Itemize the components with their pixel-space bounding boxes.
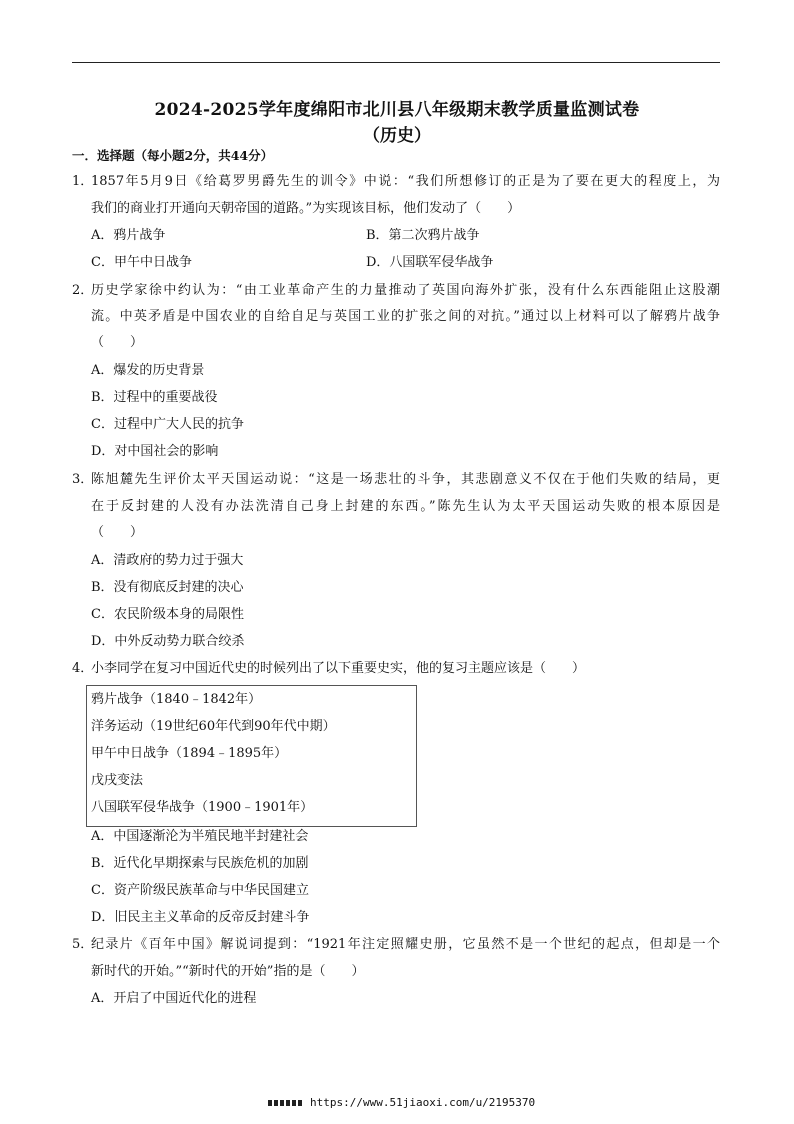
option-a: A．鸦片战争 [91,228,166,243]
header-rule [72,62,720,63]
fact-item: 戊戌变法 [91,773,144,788]
question-text-line: 历史学家徐中约认为：“由工业革命产生的力量推动了英国向海外扩张，没有什么东西能阻止这股潮 [91,283,720,298]
question-text-line: 陈旭麓先生评价太平天国运动说：“这是一场悲壮的斗争，其悲剧意义不仅在于他们失败的结局，更 [91,472,720,487]
question-text-line: 新时代的开始。”“新时代的开始”指的是（ ） [91,964,365,979]
footer [268,1096,535,1109]
option-a: A．爆发的历史背景 [91,363,205,378]
option-b: B．没有彻底反封建的决心 [91,580,244,595]
question-text-line: 在于反封建的人没有办法洗清自己身上封建的东西。”陈先生认为太平天国运动失败的根本原因是 [91,499,720,514]
question-text-line: 小李同学在复习中国近代史的时候列出了以下重要史实，他的复习主题应该是（ ） [91,661,586,676]
question-number: 1． [72,174,94,189]
exam-title: 2024-2025学年度绵阳市北川县八年级期末教学质量监测试卷 [154,100,640,120]
section-heading: 一．选择题（每小题2分，共44分） [72,148,274,163]
question-text-line: 纪录片《百年中国》解说词提到：“1921年注定照耀史册，它虽然不是一个世纪的起点，但却是一个 [91,937,720,952]
question-number: 3． [72,472,94,487]
footer-url[interactable]: https://www.51jiaoxi.com/u/2195370 [310,1096,536,1109]
question-text-line: （ ） [91,525,144,540]
option-d: D．八国联军侵华战争 [366,255,494,270]
option-b: B．近代化早期探索与民族危机的加剧 [91,856,309,871]
question-text-line: 流。中英矛盾是中国农业的自给自足与英国工业的扩张之间的对抗。”通过以上材料可以了解鸦片战争 [91,309,720,324]
fact-item: 甲午中日战争（1894﹣1895年） [91,746,288,761]
question-text-line: （ ） [91,335,144,350]
option-c: C．甲午中日战争 [91,255,192,270]
fact-item: 八国联军侵华战争（1900﹣1901年） [91,800,314,815]
question-text-line: 我们的商业打开通向天朝帝国的道路。”为实现该目标，他们发动了（ ） [91,201,521,216]
question-number: 4． [72,661,94,676]
exam-subject: （历史） [363,126,431,146]
fact-item: 鸦片战争（1840﹣1842年） [91,692,262,707]
option-a: A．中国逐渐沦为半殖民地半封建社会 [91,829,309,844]
option-d: D．中外反动势力联合绞杀 [91,634,245,649]
question-number: 5． [72,937,94,952]
fact-item: 洋务运动（19世纪60年代到90年代中期） [91,719,336,734]
option-a: A．清政府的势力过于强大 [91,553,244,568]
option-d: D．对中国社会的影响 [91,444,219,459]
option-c: C．资产阶级民族革命与中华民国建立 [91,883,309,898]
option-b: B．过程中的重要战役 [91,390,218,405]
option-c: C．过程中广大人民的抗争 [91,417,244,432]
question-number: 2． [72,283,94,298]
option-c: C．农民阶级本身的局限性 [91,607,244,622]
option-a: A．开启了中国近代化的进程 [91,991,257,1006]
question-text-line: 1857年5月9日《给葛罗男爵先生的训令》中说：“我们所想修订的正是为了要在更大的程度上，为 [91,174,720,189]
option-d: D．旧民主主义革命的反帝反封建斗争 [91,910,310,925]
option-b: B．第二次鸦片战争 [366,228,480,243]
historical-facts-box [86,685,417,827]
watermark-icon [268,1100,304,1106]
